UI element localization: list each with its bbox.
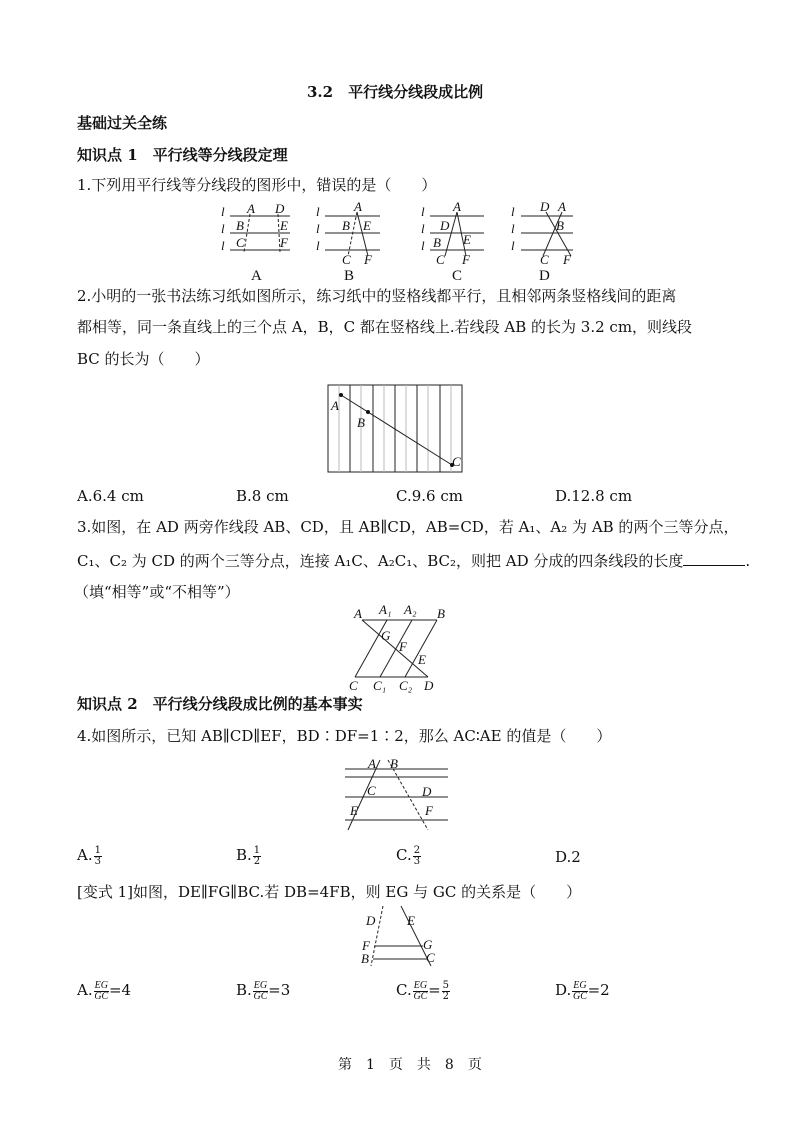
figure-label: B — [342, 218, 350, 233]
figure-label: A — [453, 199, 461, 214]
figure-label: B — [236, 218, 244, 233]
question-1: 1.下列用平行线等分线段的图形中，错误的是（ ） — [77, 176, 437, 194]
figure-label: l — [511, 204, 515, 219]
figure-line — [339, 393, 343, 397]
q2-option-b: B.8 cm — [236, 487, 289, 505]
option-label: D. — [555, 981, 572, 999]
numerator: 1 — [94, 844, 101, 856]
figure-label: l — [421, 238, 425, 253]
figure-label: B — [556, 218, 564, 233]
figure-label: D — [540, 199, 550, 214]
q1-figure-d — [511, 199, 573, 284]
q1-figure-a — [221, 201, 290, 284]
figure-label: B — [361, 951, 369, 966]
denominator: GC — [413, 990, 428, 1002]
question-3-line-3: （填“相等”或“不相等”） — [74, 583, 240, 601]
figure-label: E — [407, 913, 415, 928]
variant-1-figure — [361, 906, 435, 966]
option-label: A. — [77, 846, 93, 864]
numerator: EG — [573, 979, 587, 991]
figure-line — [366, 410, 370, 414]
q1-figure-b — [316, 199, 380, 284]
question-2-line-3: BC 的长为（ ） — [77, 350, 210, 368]
figure-label: l — [316, 221, 320, 236]
figure-label: C — [367, 783, 376, 798]
figure-label: E — [463, 232, 471, 247]
figure-label: C — [436, 252, 445, 267]
figure-label: E — [350, 803, 358, 818]
figure-label: F — [563, 252, 571, 267]
figure-label: F — [362, 938, 370, 953]
figure-label: B — [357, 415, 365, 430]
question-3-line-1: 3.如图，在 AD 两旁作线段 AB、CD，且 AB∥CD，AB=CD，若 A₁、A₂ 为 AB 的两个三等分点， — [77, 518, 739, 536]
denominator: 2 — [442, 990, 450, 1002]
figure-label: C — [452, 268, 463, 284]
figure-line — [405, 620, 437, 677]
q3-period: . — [745, 552, 751, 570]
figure-label: E — [418, 652, 426, 667]
figure-label: l — [421, 221, 425, 236]
denominator: 2 — [253, 855, 261, 867]
variant-1: [变式 1]如图，DE∥FG∥BC.若 DB=4FB，则 EG 与 GC 的关系是（ ） — [77, 883, 582, 901]
figure-label: B — [433, 235, 441, 250]
figure-label: G — [381, 628, 391, 643]
figure-label: C — [540, 252, 549, 267]
figure-label: C₂ — [399, 678, 413, 693]
figure-label: C — [342, 252, 351, 267]
figure-label: F — [462, 252, 470, 267]
figure-label: l — [221, 221, 225, 236]
option-value: =3 — [268, 981, 291, 999]
figure-label: F — [280, 235, 288, 250]
knowledge-point-1: 知识点 1 平行线等分线段定理 — [77, 146, 288, 164]
figure-label: l — [221, 238, 225, 253]
q2-practice-paper-figure — [328, 385, 462, 472]
figure-label: E — [280, 218, 288, 233]
figure-label: l — [511, 238, 515, 253]
figure-label: l — [511, 221, 515, 236]
figure-line — [341, 395, 452, 465]
figure-label: C — [452, 454, 461, 469]
figure-label: C — [236, 235, 245, 250]
numerator: EG — [94, 979, 108, 991]
q4-option-d: D.2 — [555, 848, 581, 866]
figure-label: l — [316, 204, 320, 219]
denominator: 3 — [413, 855, 421, 867]
option-label: C. — [396, 846, 412, 864]
numerator: EG — [413, 979, 428, 991]
numerator: 2 — [413, 844, 421, 856]
figure-label: D — [440, 218, 450, 233]
figure-label: A — [354, 199, 362, 214]
figure-line — [362, 620, 428, 677]
q3-text: C₁、C₂ 为 CD 的两个三等分点，连接 A₁C、A₂C₁、BC₂，则把 AD 分成的四条线段的长度 — [77, 552, 684, 570]
denominator: GC — [94, 990, 109, 1002]
denominator: GC — [253, 990, 268, 1002]
option-label: A. — [77, 981, 93, 999]
numerator: 1 — [253, 844, 261, 856]
figure-label: D — [422, 784, 432, 799]
figure-label: F — [364, 252, 372, 267]
figure-label: A — [354, 606, 362, 621]
question-2-line-2: 都相等，同一条直线上的三个点 A，B，C 都在竖格线上.若线段 AB 的长为 3.2 cm，则线段 — [77, 318, 693, 336]
figure-label: D — [539, 268, 550, 284]
figure-label: C — [349, 678, 358, 693]
q1-figure-c — [421, 199, 484, 284]
figure-label: l — [421, 204, 425, 219]
figure-label: E — [363, 218, 371, 233]
q2-option-d: D.12.8 cm — [555, 487, 633, 505]
figure-label: D — [275, 201, 285, 216]
q2-option-a: A.6.4 cm — [77, 487, 144, 505]
figure-label: B — [390, 756, 398, 771]
figure-label: D — [366, 913, 376, 928]
figure-label: F — [399, 639, 407, 654]
option-label: B. — [236, 981, 252, 999]
figure-label: A — [331, 398, 339, 413]
option-value: = — [428, 981, 441, 999]
figure-label: A — [247, 201, 255, 216]
option-value: =4 — [108, 981, 132, 999]
option-label: B. — [236, 846, 252, 864]
figure-label: l — [221, 204, 225, 219]
question-4: 4.如图所示，已知 AB∥CD∥EF，BD∶DF=1∶2，那么 AC∶AE 的值是（ ） — [77, 727, 612, 745]
figure-label: G — [423, 937, 433, 952]
q4-figure — [345, 756, 448, 830]
q3-figure — [349, 602, 445, 693]
figure-label: D — [424, 678, 434, 693]
figure-label: A₂ — [404, 602, 417, 617]
numerator: EG — [253, 979, 268, 991]
figure-label: A — [558, 199, 566, 214]
figure-label: F — [425, 803, 433, 818]
option-value: =2 — [587, 981, 610, 999]
figure-label: B — [437, 606, 445, 621]
numerator: 5 — [442, 979, 450, 991]
figure-label: B — [344, 268, 355, 284]
figure-label: A — [368, 756, 376, 771]
figure-label: l — [316, 238, 320, 253]
option-label: C. — [396, 981, 412, 999]
q2-option-c: C.9.6 cm — [396, 487, 463, 505]
figure-label: A₁ — [379, 602, 392, 617]
knowledge-point-2: 知识点 2 平行线分线段成比例的基本事实 — [77, 695, 363, 713]
denominator: 3 — [94, 855, 101, 867]
page-title: 3.2 平行线分线段成比例 — [307, 83, 484, 101]
denominator: GC — [572, 990, 587, 1002]
figure-label: A — [251, 268, 262, 284]
question-2-line-1: 2.小明的一张书法练习纸如图所示，练习纸中的竖格线都平行，且相邻两条竖格线间的距离 — [77, 287, 677, 305]
page-footer: 第 1 页 共 8 页 — [338, 1057, 482, 1073]
section-heading: 基础过关全练 — [77, 114, 168, 132]
figure-label: C — [426, 950, 435, 965]
figure-label: C₁ — [373, 678, 387, 693]
